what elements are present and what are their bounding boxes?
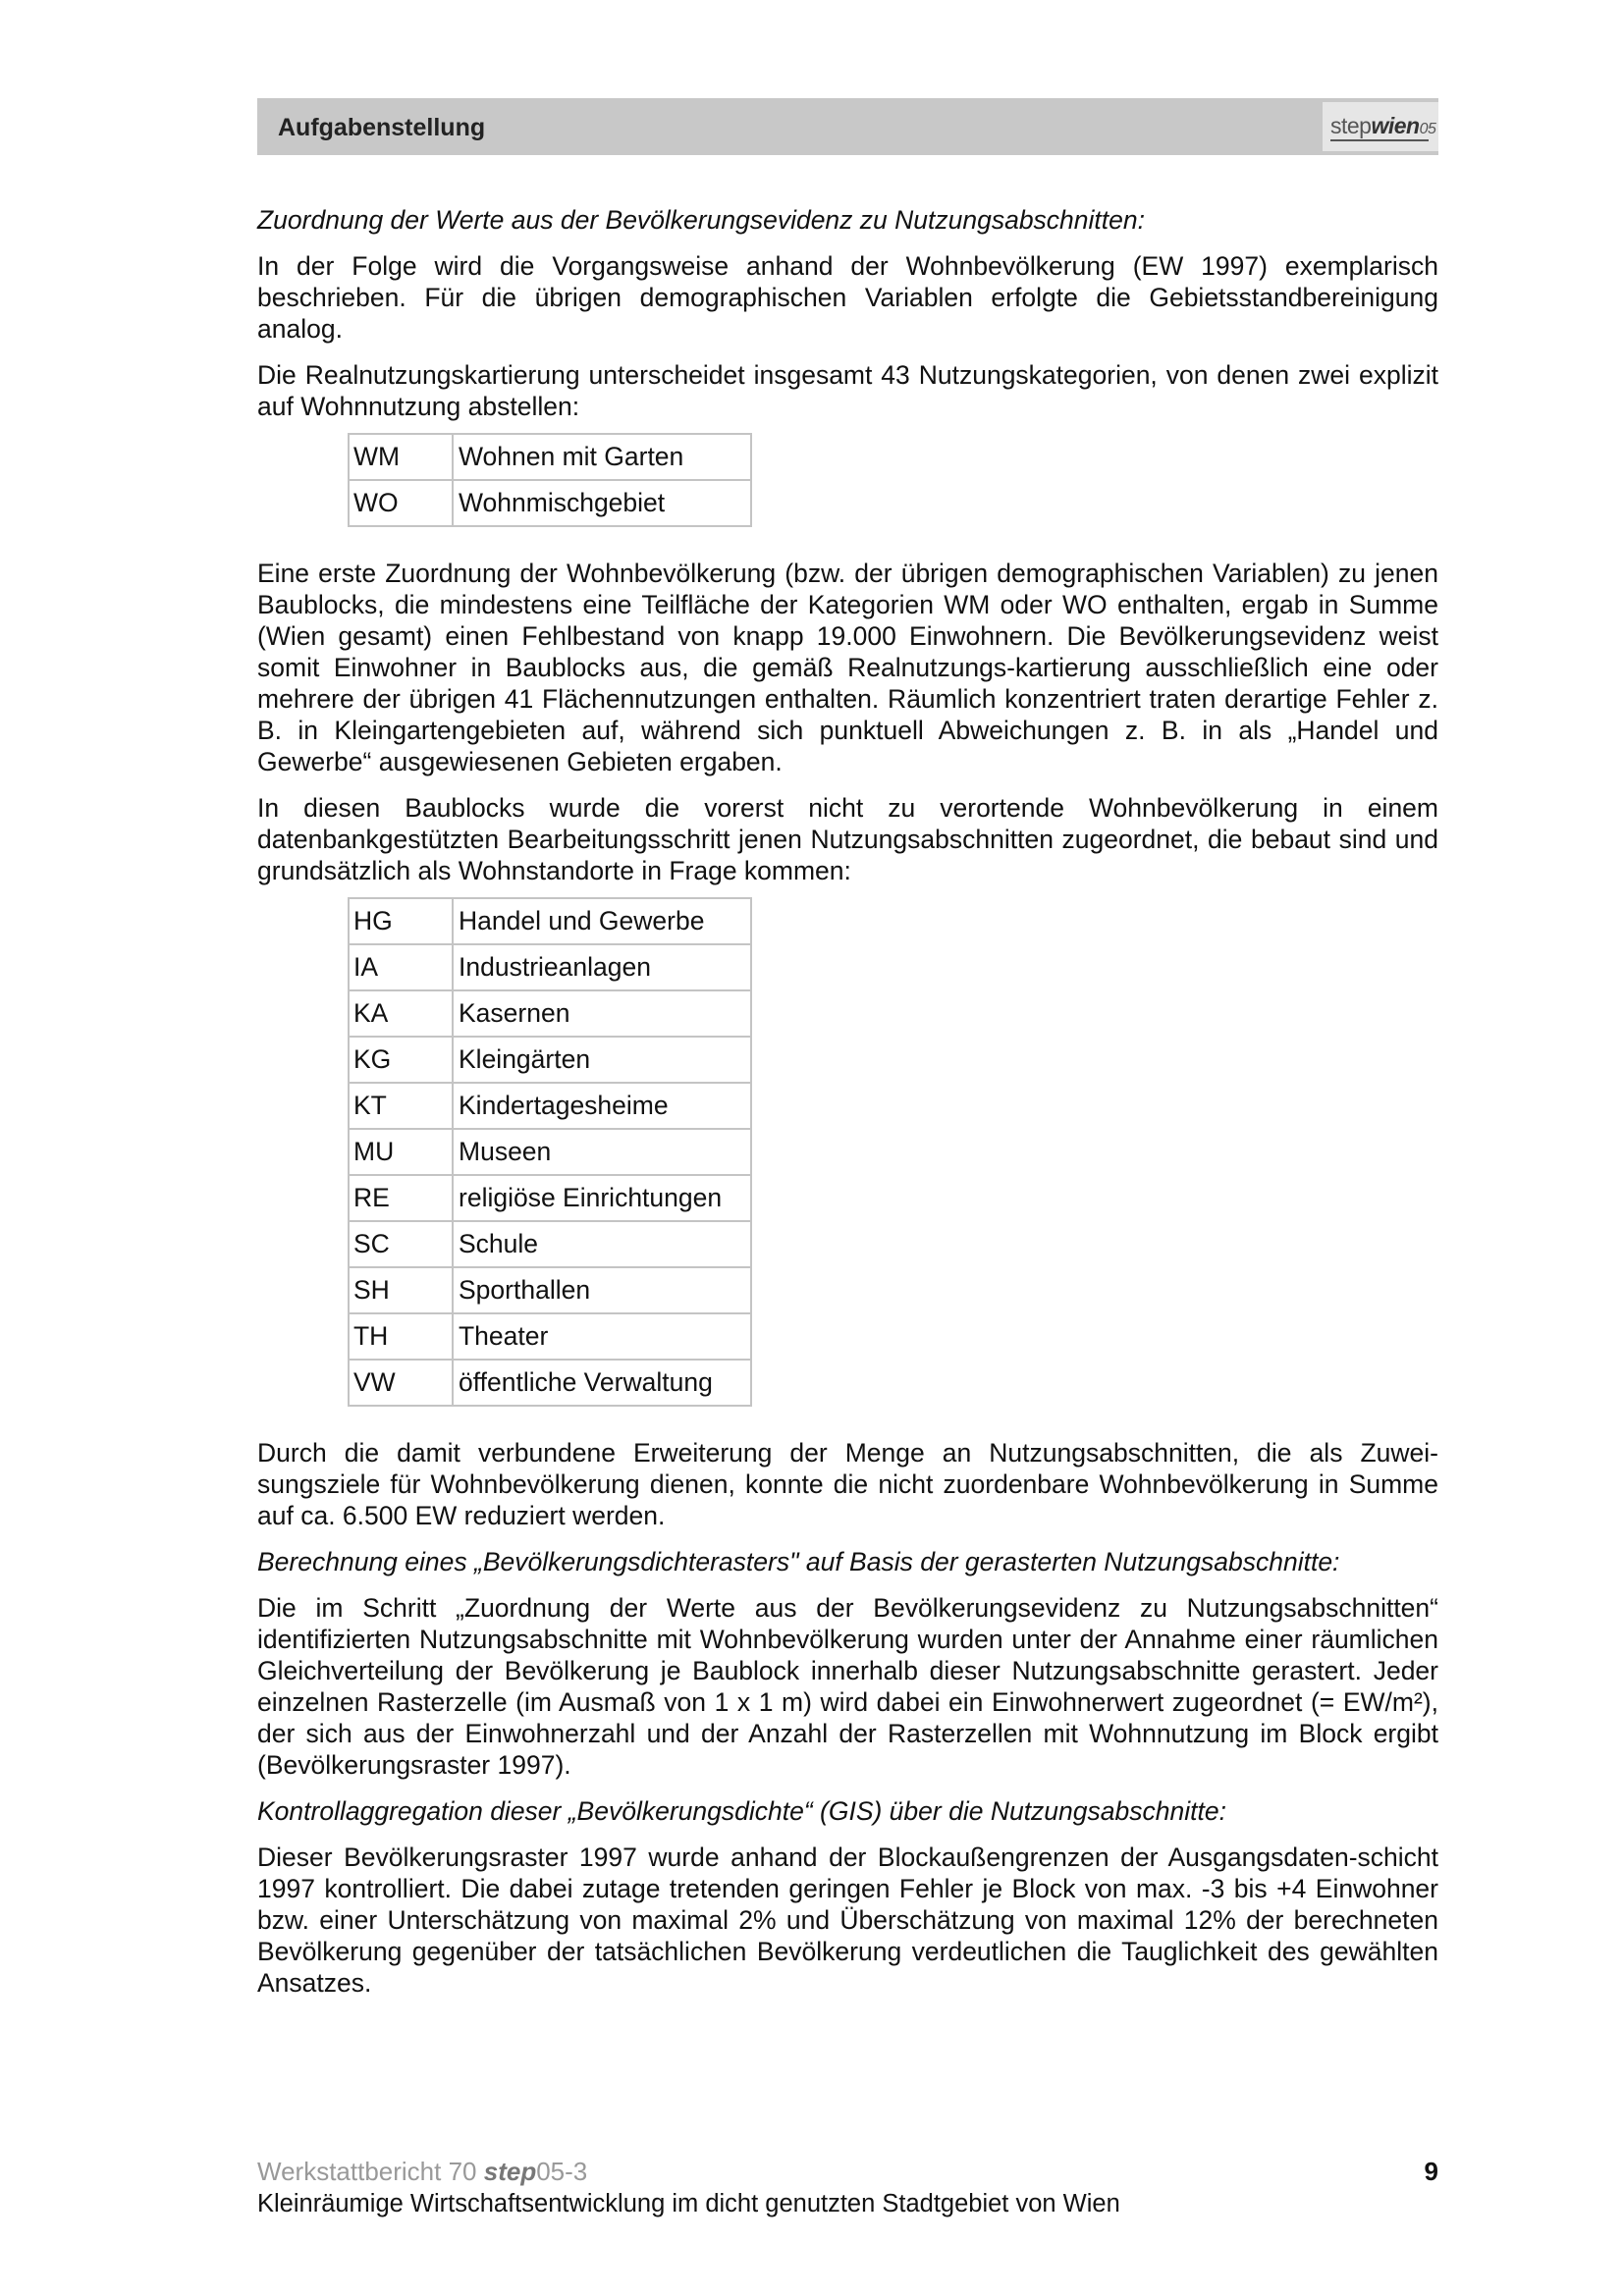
table-row: [349, 1313, 751, 1360]
category-code: KG: [349, 1037, 453, 1083]
table-row: [349, 898, 751, 944]
subheading-berechnung: Berechnung eines „Bevölkerungsdichterasters" auf Basis der gerasterten Nutzungsabschnitte:: [257, 1547, 1340, 1576]
paragraph: In diesen Baublocks wurde die vorerst nicht zu verortende Wohnbevölkerung in einem datenbankgestützten Bearbeitungsschritt jenen Nutzungsabschnitten zugeordnet, die bebaut sind und grundsätzlich als Wohnstandorte in Frage kommen:: [257, 793, 1438, 885]
category-code: VW: [349, 1360, 453, 1406]
category-label: religiöse Einrichtungen: [453, 1175, 751, 1221]
residential-categories-table: [348, 433, 752, 527]
paragraph: In der Folge wird die Vorgangsweise anhand der Wohnbevölkerung (EW 1997) exemplarisch beschrieben. Für die übrigen demographischen Variablen erfolgte die Gebietsstandbereinigung analog.: [257, 251, 1438, 344]
table-row: [349, 480, 751, 526]
report-title: Werkstattbericht 70 step05-3: [257, 2157, 588, 2186]
category-label: Kindertagesheime: [453, 1083, 751, 1129]
category-label: Museen: [453, 1129, 751, 1175]
category-code: SC: [349, 1221, 453, 1267]
paragraph: Eine erste Zuordnung der Wohnbevölkerung (bzw. der übrigen demographischen Variablen) zu jenen Baublocks, die mindestens eine Teilfläche der Kategorien WM oder WO enthalten, ergab in Summe (Wien gesamt) einen Fehlbestand von knapp 19.000 Einwohnern. Die Bevölkerungsevidenz weist somit Einwohner in Baublocks aus, die gemäß Realnutzungs-kartierung ausschließlich eine oder mehrere der übrigen 41 Flächennutzungen enthalten. Räumlich konzentriert traten derartige Fehler z. B. in Kleingartengebieten auf, während sich punktuell Abweichungen z. B. in als „Handel und Gewerbe“ ausgewiesenen Gebieten ergaben.: [257, 559, 1438, 776]
category-code: TH: [349, 1313, 453, 1360]
category-label: öffentliche Verwaltung: [453, 1360, 751, 1406]
table-row: [349, 1267, 751, 1313]
header-bar: [257, 98, 1438, 155]
table-row: [349, 1221, 751, 1267]
category-code: RE: [349, 1175, 453, 1221]
table-row: [349, 1129, 751, 1175]
table-row: [349, 1360, 751, 1406]
category-label: Handel und Gewerbe: [453, 898, 751, 944]
category-label: Sporthallen: [453, 1267, 751, 1313]
paragraph: Durch die damit verbundene Erweiterung der Menge an Nutzungsabschnitten, die als Zuwei-sungsziele für Wohnbevölkerung dienen, konnte die nicht zuordenbare Wohnbevölkerung in Summe auf ca. 6.500 EW reduziert werden.: [257, 1438, 1438, 1530]
logo-text: stepwien05: [1330, 113, 1436, 138]
table-row: [349, 990, 751, 1037]
category-label: Theater: [453, 1313, 751, 1360]
category-code: HG: [349, 898, 453, 944]
category-label: Industrieanlagen: [453, 944, 751, 990]
subheading-kontrollaggregation: Kontrollaggregation dieser „Bevölkerungsdichte“ (GIS) über die Nutzungsabschnitte:: [257, 1796, 1226, 1826]
category-code: MU: [349, 1129, 453, 1175]
paragraph: Die im Schritt „Zuordnung der Werte aus der Bevölkerungsevidenz zu Nutzungsabschnitten“ identifizierten Nutzungsabschnitte mit Wohnbevölkerung wurden unter der Annahme einer räumlichen Gleichverteilung der Bevölkerung je Baublock innerhalb dieser Nutzungsabschnitte gerastert. Jeder einzelnen Rasterzelle (im Ausmaß von 1 x 1 m) wird dabei ein Einwohnerwert zugeordnet (= EW/m²), der sich aus der Einwohnerzahl und der Anzahl der Rasterzellen mit Wohnnutzung im Block ergibt (Bevölkerungsraster 1997).: [257, 1593, 1438, 1780]
table-row: [349, 944, 751, 990]
category-code: KA: [349, 990, 453, 1037]
category-label: Kasernen: [453, 990, 751, 1037]
paragraph: Die Realnutzungskartierung unterscheidet insgesamt 43 Nutzungskategorien, von denen zwei explizit auf Wohnnutzung abstellen:: [257, 360, 1438, 421]
category-label: Wohnmischgebiet: [453, 480, 751, 526]
page-number: 9: [1424, 2157, 1438, 2186]
report-subtitle: Kleinräumige Wirtschaftsentwicklung im dicht genutzten Stadtgebiet von Wien: [257, 2190, 1120, 2217]
category-label: Wohnen mit Garten: [453, 434, 751, 480]
subheading-zuordnung: Zuordnung der Werte aus der Bevölkerungsevidenz zu Nutzungsabschnitten:: [257, 205, 1145, 235]
category-label: Schule: [453, 1221, 751, 1267]
additional-categories-table: [348, 897, 752, 1407]
section-title: Aufgabenstellung: [278, 114, 486, 141]
category-label: Kleingärten: [453, 1037, 751, 1083]
paragraph: Dieser Bevölkerungsraster 1997 wurde anhand der Blockaußengrenzen der Ausgangsdaten-schicht 1997 kontrolliert. Die dabei zutage tretenden geringen Fehler je Block von max. -3 bis +4 Einwohner bzw. einer Unterschätzung von maximal 2% und Überschätzung von maximal 12% der berechneten Bevölkerung gegenüber der tatsächlichen Bevölkerung verdeutlichen die Tauglichkeit des gewählten Ansatzes.: [257, 1842, 1438, 1998]
stepwien05-logo: [1323, 102, 1438, 151]
main-content: [257, 204, 1438, 1999]
category-code: KT: [349, 1083, 453, 1129]
category-code: IA: [349, 944, 453, 990]
table-row: [349, 434, 751, 480]
category-code: WO: [349, 480, 453, 526]
logo-underline: [1330, 139, 1429, 141]
page-footer: [257, 2157, 1438, 2218]
table-row: [349, 1175, 751, 1221]
table-row: [349, 1037, 751, 1083]
category-code: WM: [349, 434, 453, 480]
category-code: SH: [349, 1267, 453, 1313]
table-row: [349, 1083, 751, 1129]
